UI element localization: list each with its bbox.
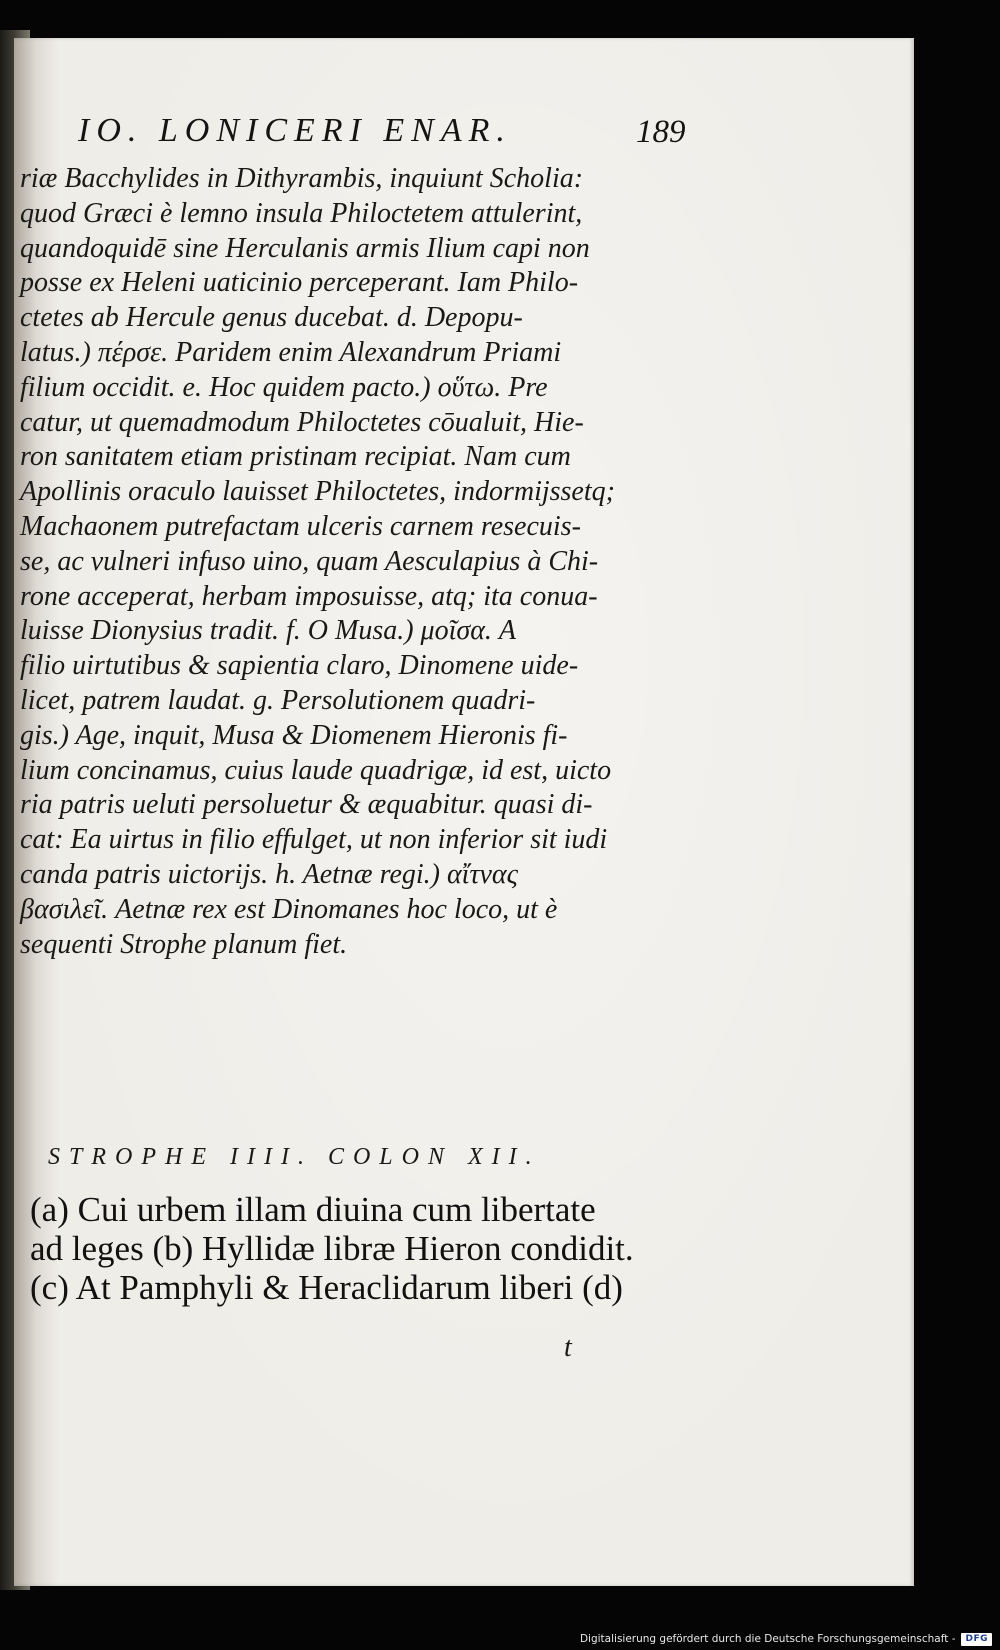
- commentary-line: latus.) πέρσε. Paridem enim Alexandrum Priami: [20, 336, 562, 368]
- commentary-line: filio uirtutibus & sapientia claro, Dinomene uide-: [20, 650, 579, 682]
- commentary-line: luisse Dionysius tradit. f. O Musa.) μοῖσα. A: [20, 615, 517, 647]
- commentary-line: ctetes ab Hercule genus ducebat. d. Depopu-: [20, 302, 523, 334]
- verse-line: (a) Cui urbem illam diuina cum libertate: [30, 1190, 596, 1229]
- commentary-line: canda patris uictorijs. h. Aetnæ regi.) αἴτνας: [20, 858, 518, 890]
- commentary-line: ria patris ueluti persoluetur & æquabitur. quasi di-: [20, 789, 593, 821]
- commentary-line: gis.) Age, inquit, Musa & Diomenem Hieronis fi-: [20, 719, 568, 751]
- commentary-line: catur, ut quemadmodum Philoctetes cōualuit, Hie-: [20, 406, 584, 438]
- commentary-line: lium concinamus, cuius laude quadrigæ, id est, uicto: [20, 754, 612, 786]
- funding-footer: [580, 1630, 992, 1648]
- commentary-line: βασιλεῖ. Aetnæ rex est Dinomanes hoc loco, ut è: [20, 893, 558, 925]
- strophe-heading: STROPHE IIII. COLON XII.: [48, 1144, 541, 1170]
- verse-line: (c) At Pamphyli & Heraclidarum liberi (d): [30, 1268, 623, 1307]
- dfg-logo-icon: DFG: [961, 1633, 992, 1646]
- commentary-line: cat: Ea uirtus in filio effulget, ut non inferior sit iudi: [20, 824, 608, 856]
- commentary-line: licet, patrem laudat. g. Persolutionem quadri-: [20, 684, 536, 716]
- commentary-line: se, ac vulneri infuso uino, quam Aesculapius à Chi-: [20, 545, 599, 577]
- verse-text: [30, 1190, 690, 1307]
- commentary-line: sequenti Strophe planum fiet.: [20, 928, 348, 960]
- running-head: IO. LONICERI ENAR.: [78, 112, 512, 149]
- verse-line: ad leges (b) Hyllidæ libræ Hieron condidit.: [30, 1229, 634, 1268]
- commentary-line: quod Græci è lemno insula Philoctetem attulerint,: [20, 197, 583, 229]
- commentary-line: ron sanitatem etiam pristinam recipiat. Nam cum: [20, 441, 571, 473]
- commentary-line: filium occidit. e. Hoc quidem pacto.) οὕτω. Pre: [20, 371, 548, 403]
- commentary-line: rone acceperat, herbam imposuisse, atq; ita conua-: [20, 580, 598, 612]
- commentary-line: posse ex Heleni uaticinio perceperant. Iam Philo-: [20, 267, 579, 299]
- commentary-line: Machaonem putrefactam ulceris carnem resecuis-: [20, 510, 581, 542]
- commentary-line: quandoquidē sine Herculanis armis Ilium capi non: [20, 232, 590, 264]
- funding-notice: Digitalisierung gefördert durch die Deutsche Forschungsgemeinschaft -: [579, 1633, 956, 1645]
- commentary-line: Apollinis oraculo lauisset Philoctetes, indormijssetq;: [20, 476, 615, 508]
- commentary-line: riæ Bacchylides in Dithyrambis, inquiunt Scholia:: [20, 163, 584, 194]
- commentary-text: [20, 162, 696, 962]
- catchword: t: [564, 1332, 572, 1363]
- page-number: 189: [636, 114, 686, 150]
